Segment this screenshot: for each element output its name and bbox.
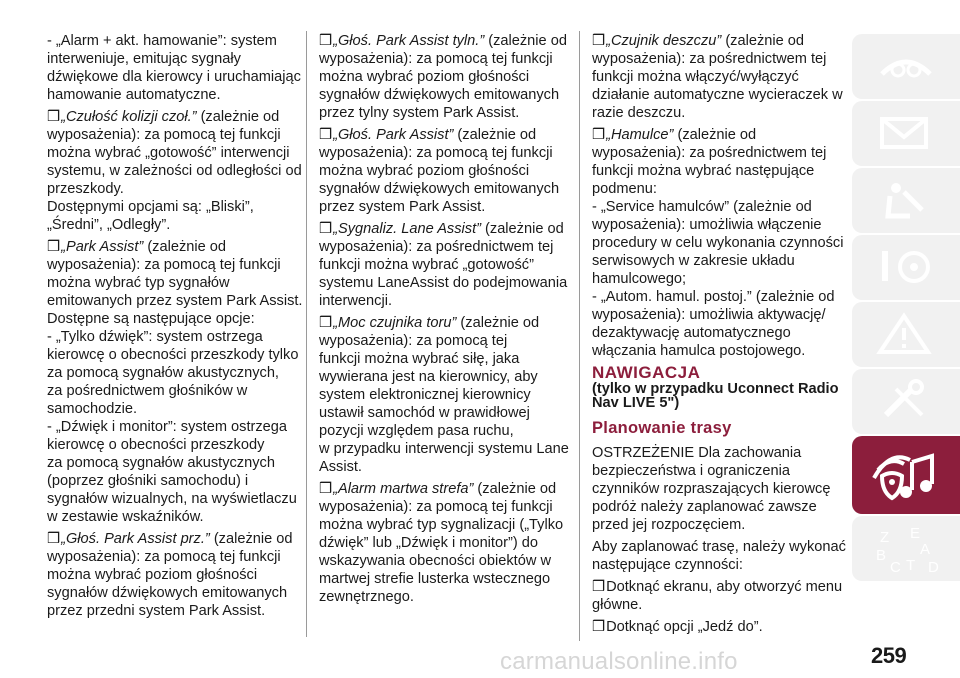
watermark: carmanualsonline.info: [500, 648, 738, 675]
text-column-1: [47, 32, 303, 624]
text-line: za pomocą sygnałów akustycznych: [47, 455, 275, 471]
text-line: sygnałów dźwiękowych emitowanych: [319, 87, 560, 103]
text-line: można wybrać poziom głośności: [319, 163, 530, 179]
paragraph-brakes: [592, 126, 844, 360]
checkbox-bullet-icon: ❒: [592, 579, 606, 595]
text-fragment: (zależnie od: [196, 109, 280, 125]
text-line: za pośrednictwem głośników w: [47, 383, 248, 399]
text-line: sygnałów dźwiękowych emitowanych: [319, 181, 560, 197]
checkbox-bullet-icon: ❒: [592, 127, 606, 143]
section-subheading: [592, 382, 840, 410]
option-name: „Sygnaliz. Lane Assist”: [333, 221, 481, 237]
text-line: działanie automatyczne wycieraczek w: [592, 87, 843, 103]
column-divider-2: [579, 31, 580, 641]
tab-safety[interactable]: [852, 168, 960, 233]
text-line: hamulcowego;: [592, 271, 687, 287]
paragraph-step-go-to: [592, 618, 840, 636]
text-line: Aby zaplanować trasę, należy wykonać: [592, 539, 846, 555]
paragraph-lane-sensor-strength: [319, 314, 571, 476]
index-letter: A: [920, 541, 931, 558]
checkbox-bullet-icon: ❒: [592, 619, 606, 635]
text-fragment: (zależnie od: [480, 221, 564, 237]
text-line: można wybrać typ sygnalizacji („Tylko: [319, 517, 564, 533]
section-heading-navigation: NAWIGACJA: [592, 363, 701, 382]
checkbox-bullet-icon: ❒: [319, 33, 333, 49]
checkbox-bullet-icon: ❒: [47, 239, 61, 255]
text-line: pozycji względem pasa ruchu,: [319, 423, 514, 439]
checkbox-bullet-icon: ❒: [47, 109, 61, 125]
tab-dashboard[interactable]: [852, 34, 960, 99]
index-letter: Z: [880, 529, 890, 546]
index-letter: T: [906, 557, 916, 574]
text-fragment: (zależnie od: [673, 127, 757, 143]
alphabet-index-icon: [876, 526, 946, 576]
text-line: martwej strefie lusterka wstecznego: [319, 571, 551, 587]
text-line: razie deszczu.: [592, 105, 686, 121]
text-line: przez przedni system Park Assist.: [47, 603, 266, 619]
text-line: włączania hamulca postojowego.: [592, 343, 806, 359]
text-line: wyposażenia): za pomocą tej funkcji: [319, 499, 553, 515]
text-column-2: [319, 32, 571, 610]
text-fragment: (zależnie od: [209, 531, 293, 547]
text-line: wyposażenia): za pośrednictwem tej: [319, 239, 554, 255]
text-line: Dostępnymi opcjami są: „Bliski”,: [47, 199, 254, 215]
text-line: serwisowych w zakresie układu: [592, 253, 795, 269]
option-name: „Czułość kolizji czoł.”: [61, 109, 197, 125]
option-name: „Głoś. Park Assist tyln.”: [333, 33, 485, 49]
text-line: OSTRZEŻENIE Dla zachowania: [592, 445, 802, 461]
text-line: można wybrać typ sygnałów: [47, 275, 230, 291]
checkbox-bullet-icon: ❒: [47, 531, 61, 547]
paragraph-front-park-assist-volume: [47, 530, 299, 620]
text-line: Assist.: [319, 459, 362, 475]
text-fragment: Dotknąć ekranu, aby otworzyć menu: [606, 579, 843, 595]
text-line: Nav LIVE 5"): [592, 395, 680, 411]
text-fragment: (zależnie od: [453, 127, 537, 143]
paragraph-collision-sensitivity: [47, 108, 302, 234]
text-line: system elektronicznej kierownicy: [319, 387, 531, 403]
text-line: można wybrać „gotowość” interwencji: [47, 145, 290, 161]
option-name: „Alarm martwa strefa”: [333, 481, 474, 497]
text-line: wywierana jest na kierownicy, aby: [319, 369, 538, 385]
text-line: hamowanie automatyczne.: [47, 87, 221, 103]
text-line: - „Dźwięk i monitor”: system ostrzega: [47, 419, 288, 435]
paragraph-rear-park-assist-volume: [319, 32, 571, 122]
column-divider-1: [306, 31, 307, 637]
text-line: w zestawie wskaźników.: [47, 509, 204, 525]
text-line: funkcji można wybrać „gotowość”: [319, 257, 534, 273]
text-fragment: (zależnie od: [721, 33, 805, 49]
key-steering-wheel-icon: [876, 245, 936, 289]
text-line: wyposażenia): za pomocą tej funkcji: [47, 127, 281, 143]
tab-index[interactable]: [852, 516, 960, 581]
text-line: interwencji.: [319, 293, 392, 309]
text-line: dźwiękowe dla kierowcy i uruchamiając: [47, 69, 301, 85]
paragraph-park-assist: [47, 238, 303, 526]
index-letter: C: [890, 559, 901, 576]
text-line: (tylko w przypadku Uconnect Radio: [592, 381, 839, 397]
option-name: „Park Assist”: [61, 239, 144, 255]
multimedia-icon: [870, 448, 942, 504]
text-line: interweniuje, emitując sygnały: [47, 51, 241, 67]
text-fragment: (zależnie od: [143, 239, 227, 255]
text-line: wyposażenia): za pomocą tej funkcji: [319, 51, 553, 67]
option-name: „Czujnik deszczu”: [606, 33, 722, 49]
text-line: - „Tylko dźwięk”: system ostrzega: [47, 329, 263, 345]
text-fragment: Dotknąć opcji „Jedź do”.: [606, 619, 763, 635]
text-line: za pomocą sygnałów akustycznych,: [47, 365, 279, 381]
text-line: systemu LaneAssist do podejmowania: [319, 275, 568, 291]
text-line: w przypadku interwencji systemu Lane: [319, 441, 569, 457]
option-name: „Moc czujnika toru”: [333, 315, 457, 331]
text-column-3: [592, 32, 846, 640]
text-line: zewnętrznego.: [319, 589, 414, 605]
text-line: przez tylny system Park Assist.: [319, 105, 520, 121]
text-line: główne.: [592, 597, 643, 613]
index-letter: B: [876, 547, 887, 564]
warning-triangle-icon: [876, 312, 936, 356]
text-line: dźwięk” lub „Dźwięk i monitor”) do: [319, 535, 538, 551]
checkbox-bullet-icon: ❒: [592, 33, 606, 49]
checkbox-bullet-icon: ❒: [319, 127, 333, 143]
text-line: wskazywania obecności obiektów w: [319, 553, 551, 569]
text-line: wyposażenia): umożliwia włączenie: [592, 217, 822, 233]
text-line: przed jej rozpoczęciem.: [592, 517, 746, 533]
tab-emergency[interactable]: [852, 302, 960, 367]
text-line: wyposażenia): za pomocą tej funkcji: [47, 549, 281, 565]
text-line: samochodzie.: [47, 401, 138, 417]
text-line: wyposażenia): za pomocą tej funkcji: [47, 257, 281, 273]
text-fragment: (zależnie od: [484, 33, 567, 49]
text-line: funkcji można włączyć/wyłączyć: [592, 69, 799, 85]
text-line: - „Autom. hamul. postoj.” (zależnie od: [592, 289, 835, 305]
paragraph-rain-sensor: [592, 32, 843, 122]
tab-maintenance[interactable]: [852, 369, 960, 434]
text-line: procedury w celu wykonania czynności: [592, 235, 844, 251]
text-line: czynników rozpraszających kierowcę: [592, 481, 831, 497]
text-line: wyposażenia): za pośrednictwem tej: [592, 51, 827, 67]
envelope-warning-icon: [876, 111, 936, 155]
paragraph-step-touch-screen: [592, 578, 843, 614]
text-line: funkcji można wybrać następujące: [592, 163, 815, 179]
text-line: dezaktywację automatycznego: [592, 325, 791, 341]
text-line: systemu, w zależności od odległości od: [47, 163, 302, 179]
checkbox-bullet-icon: ❒: [319, 315, 333, 331]
text-line: kierowcę o obecności przeszkody: [47, 437, 265, 453]
checkbox-bullet-icon: ❒: [319, 481, 333, 497]
airbag-seat-icon: [876, 178, 936, 222]
chapter-index-sidebar: [852, 34, 960, 583]
checkbox-bullet-icon: ❒: [319, 221, 333, 237]
car-dashboard-icon: [876, 44, 936, 88]
option-name: „Głoś. Park Assist prz.”: [61, 531, 210, 547]
text-line: Dostępne są następujące opcje:: [47, 311, 255, 327]
text-line: wyposażenia): za pomocą tej: [319, 333, 508, 349]
text-line: wyposażenia): umożliwia aktywację/: [592, 307, 826, 323]
paragraph-alarm-braking: [47, 32, 299, 104]
subsection-heading-route-planning: Planowanie trasy: [592, 419, 732, 437]
text-line: „Średni”, „Odległy”.: [47, 217, 171, 233]
text-line: ustawił samochód w prawidłowej: [319, 405, 530, 421]
text-line: można wybrać poziom głośności: [319, 69, 530, 85]
paragraph-park-assist-volume: [319, 126, 571, 216]
text-line: - „Service hamulców” (zależnie od: [592, 199, 812, 215]
text-line: przeszkody.: [47, 181, 124, 197]
index-letter: D: [928, 559, 939, 576]
text-line: następujące czynności:: [592, 557, 743, 573]
paragraph-blind-spot-alarm: [319, 480, 571, 606]
page-number: 259: [871, 643, 907, 668]
text-line: emitowanych przez system Park Assist.: [47, 293, 303, 309]
text-fragment: (zależnie od: [456, 315, 540, 331]
text-line: sygnałów wizualnych, na wyświetlaczu: [47, 491, 297, 507]
text-fragment: (zależnie od: [473, 481, 557, 497]
paragraph-lane-assist-signal: [319, 220, 571, 310]
tab-multimedia[interactable]: [852, 436, 960, 514]
text-line: kierowcę o obecności przeszkody tylko: [47, 347, 299, 363]
tab-starting-driving[interactable]: [852, 235, 960, 300]
text-line: (poprzez głośniki samochodu) i: [47, 473, 249, 489]
text-line: sygnałów dźwiękowych emitowanych: [47, 585, 288, 601]
text-line: wyposażenia): za pośrednictwem tej: [592, 145, 827, 161]
text-line: wyposażenia): za pomocą tej funkcji: [319, 145, 553, 161]
text-line: przez system Park Assist.: [319, 199, 486, 215]
text-line: funkcji można wybrać siłę, jaka: [319, 351, 520, 367]
text-line: podróż należy zaplanować zawsze: [592, 499, 817, 515]
paragraph-route-steps-intro: [592, 538, 846, 574]
tab-warnings[interactable]: [852, 101, 960, 166]
index-letter: E: [910, 526, 921, 542]
service-tools-icon: [876, 379, 936, 423]
text-line: - „Alarm + akt. hamowanie”: system: [47, 33, 277, 49]
text-line: podmenu:: [592, 181, 657, 197]
text-line: bezpieczeństwa i ograniczenia: [592, 463, 790, 479]
option-name: „Hamulce”: [606, 127, 674, 143]
option-name: „Głoś. Park Assist”: [333, 127, 454, 143]
text-line: można wybrać poziom głośności: [47, 567, 258, 583]
paragraph-warning: [592, 444, 840, 534]
